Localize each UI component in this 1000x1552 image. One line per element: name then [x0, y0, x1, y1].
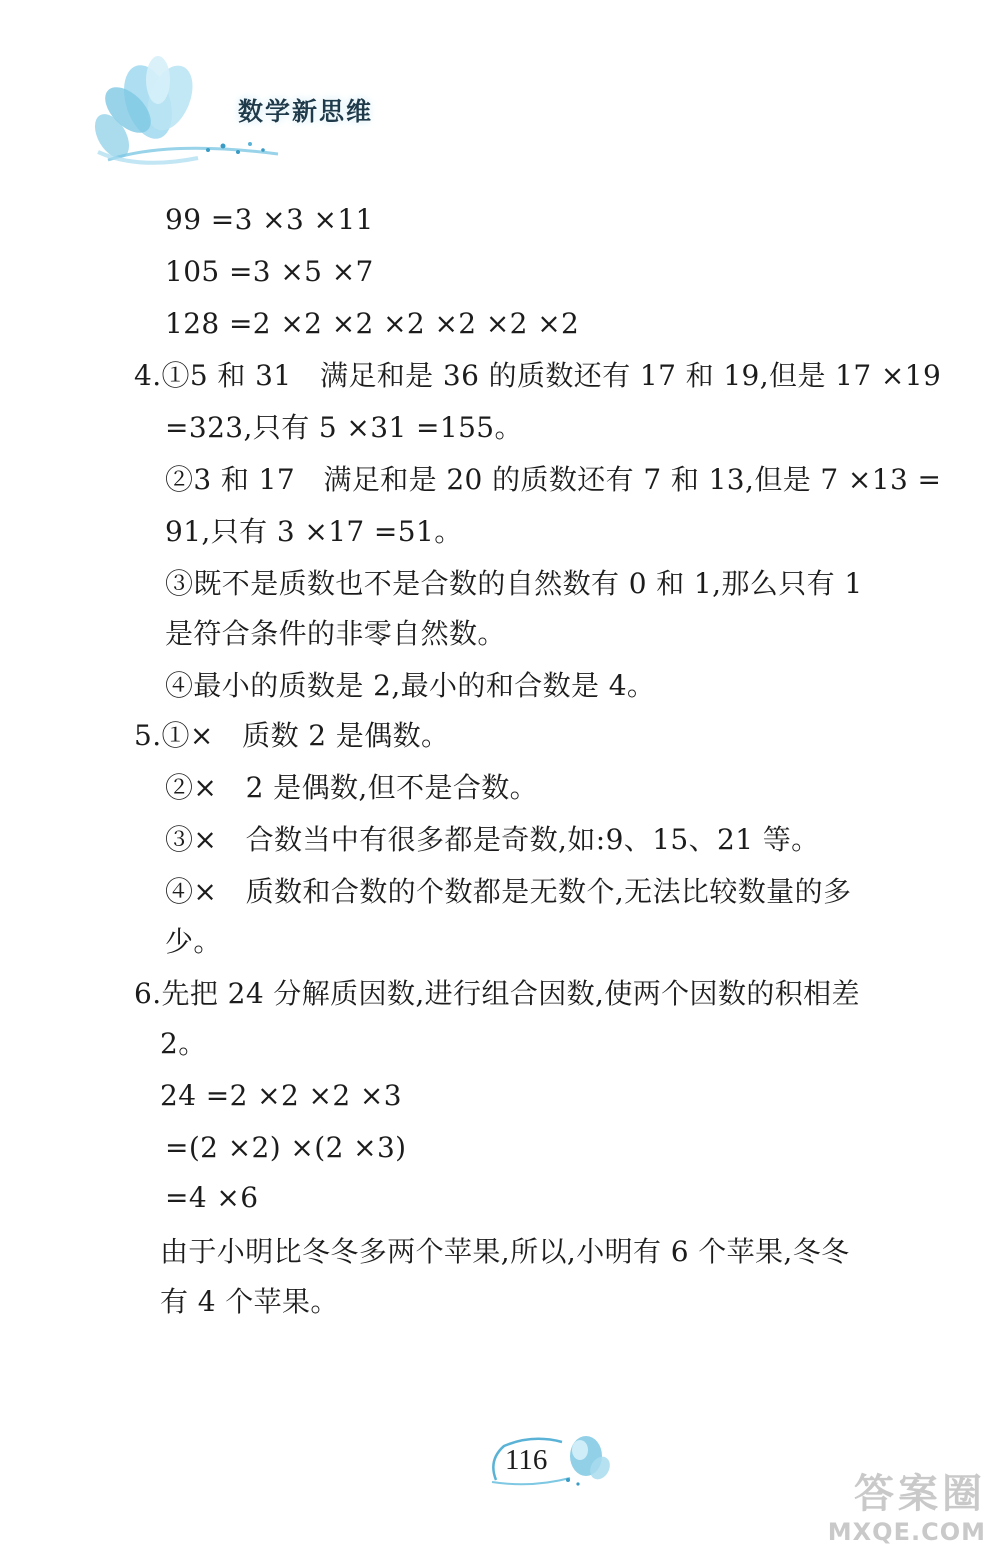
text-line: ④最小的质数是 2,最小的和合数是 4。	[165, 669, 656, 702]
text-line: 24 =2 ×2 ×2 ×3	[160, 1079, 402, 1112]
text-line: 是符合条件的非零自然数。	[165, 617, 506, 650]
page-number: 116	[505, 1444, 548, 1476]
text-line: 有 4 个苹果。	[160, 1285, 339, 1318]
text-line: ③× 合数当中有很多都是奇数,如:9、15、21 等。	[165, 823, 820, 856]
text-line: 91,只有 3 ×17 =51。	[165, 515, 463, 548]
text-line: =4 ×6	[165, 1181, 259, 1214]
text-line: 105 =3 ×5 ×7	[165, 255, 374, 288]
question-5-line: 5.①× 质数 2 是偶数。	[134, 719, 450, 752]
text-line: 少。	[165, 925, 222, 958]
text-line: 128 =2 ×2 ×2 ×2 ×2 ×2 ×2	[165, 307, 580, 340]
text-line: 99 =3 ×3 ×11	[165, 203, 374, 236]
page-ornament-icon	[482, 1432, 622, 1492]
text-line: 由于小明比冬冬多两个苹果,所以,小明有 6 个苹果,冬冬	[160, 1235, 850, 1268]
page-number-decoration	[482, 1432, 622, 1492]
text-line: =(2 ×2) ×(2 ×3)	[165, 1131, 407, 1164]
text-line: ③既不是质数也不是合数的自然数有 0 和 1,那么只有 1	[165, 567, 863, 600]
text-line: ②3 和 17 满足和是 20 的质数还有 7 和 13,但是 7 ×13 =	[165, 463, 942, 496]
text-line: ④× 质数和合数的个数都是无数个,无法比较数量的多	[165, 875, 852, 908]
watermark-logo-text: 答案圈	[854, 1471, 986, 1517]
text-line: =323,只有 5 ×31 =155。	[165, 411, 523, 444]
book-title: 数学新思维	[238, 97, 374, 126]
question-6-line: 6.先把 24 分解质因数,进行组合因数,使两个因数的积相差	[134, 977, 860, 1010]
question-4-line: 4.①5 和 31 满足和是 36 的质数还有 17 和 19,但是 17 ×19	[134, 359, 942, 392]
text-line: ②× 2 是偶数,但不是合数。	[165, 771, 539, 804]
text-line: 2。	[160, 1027, 207, 1060]
watermark	[827, 1471, 986, 1546]
watermark-url: MXQE.COM	[827, 1518, 986, 1546]
